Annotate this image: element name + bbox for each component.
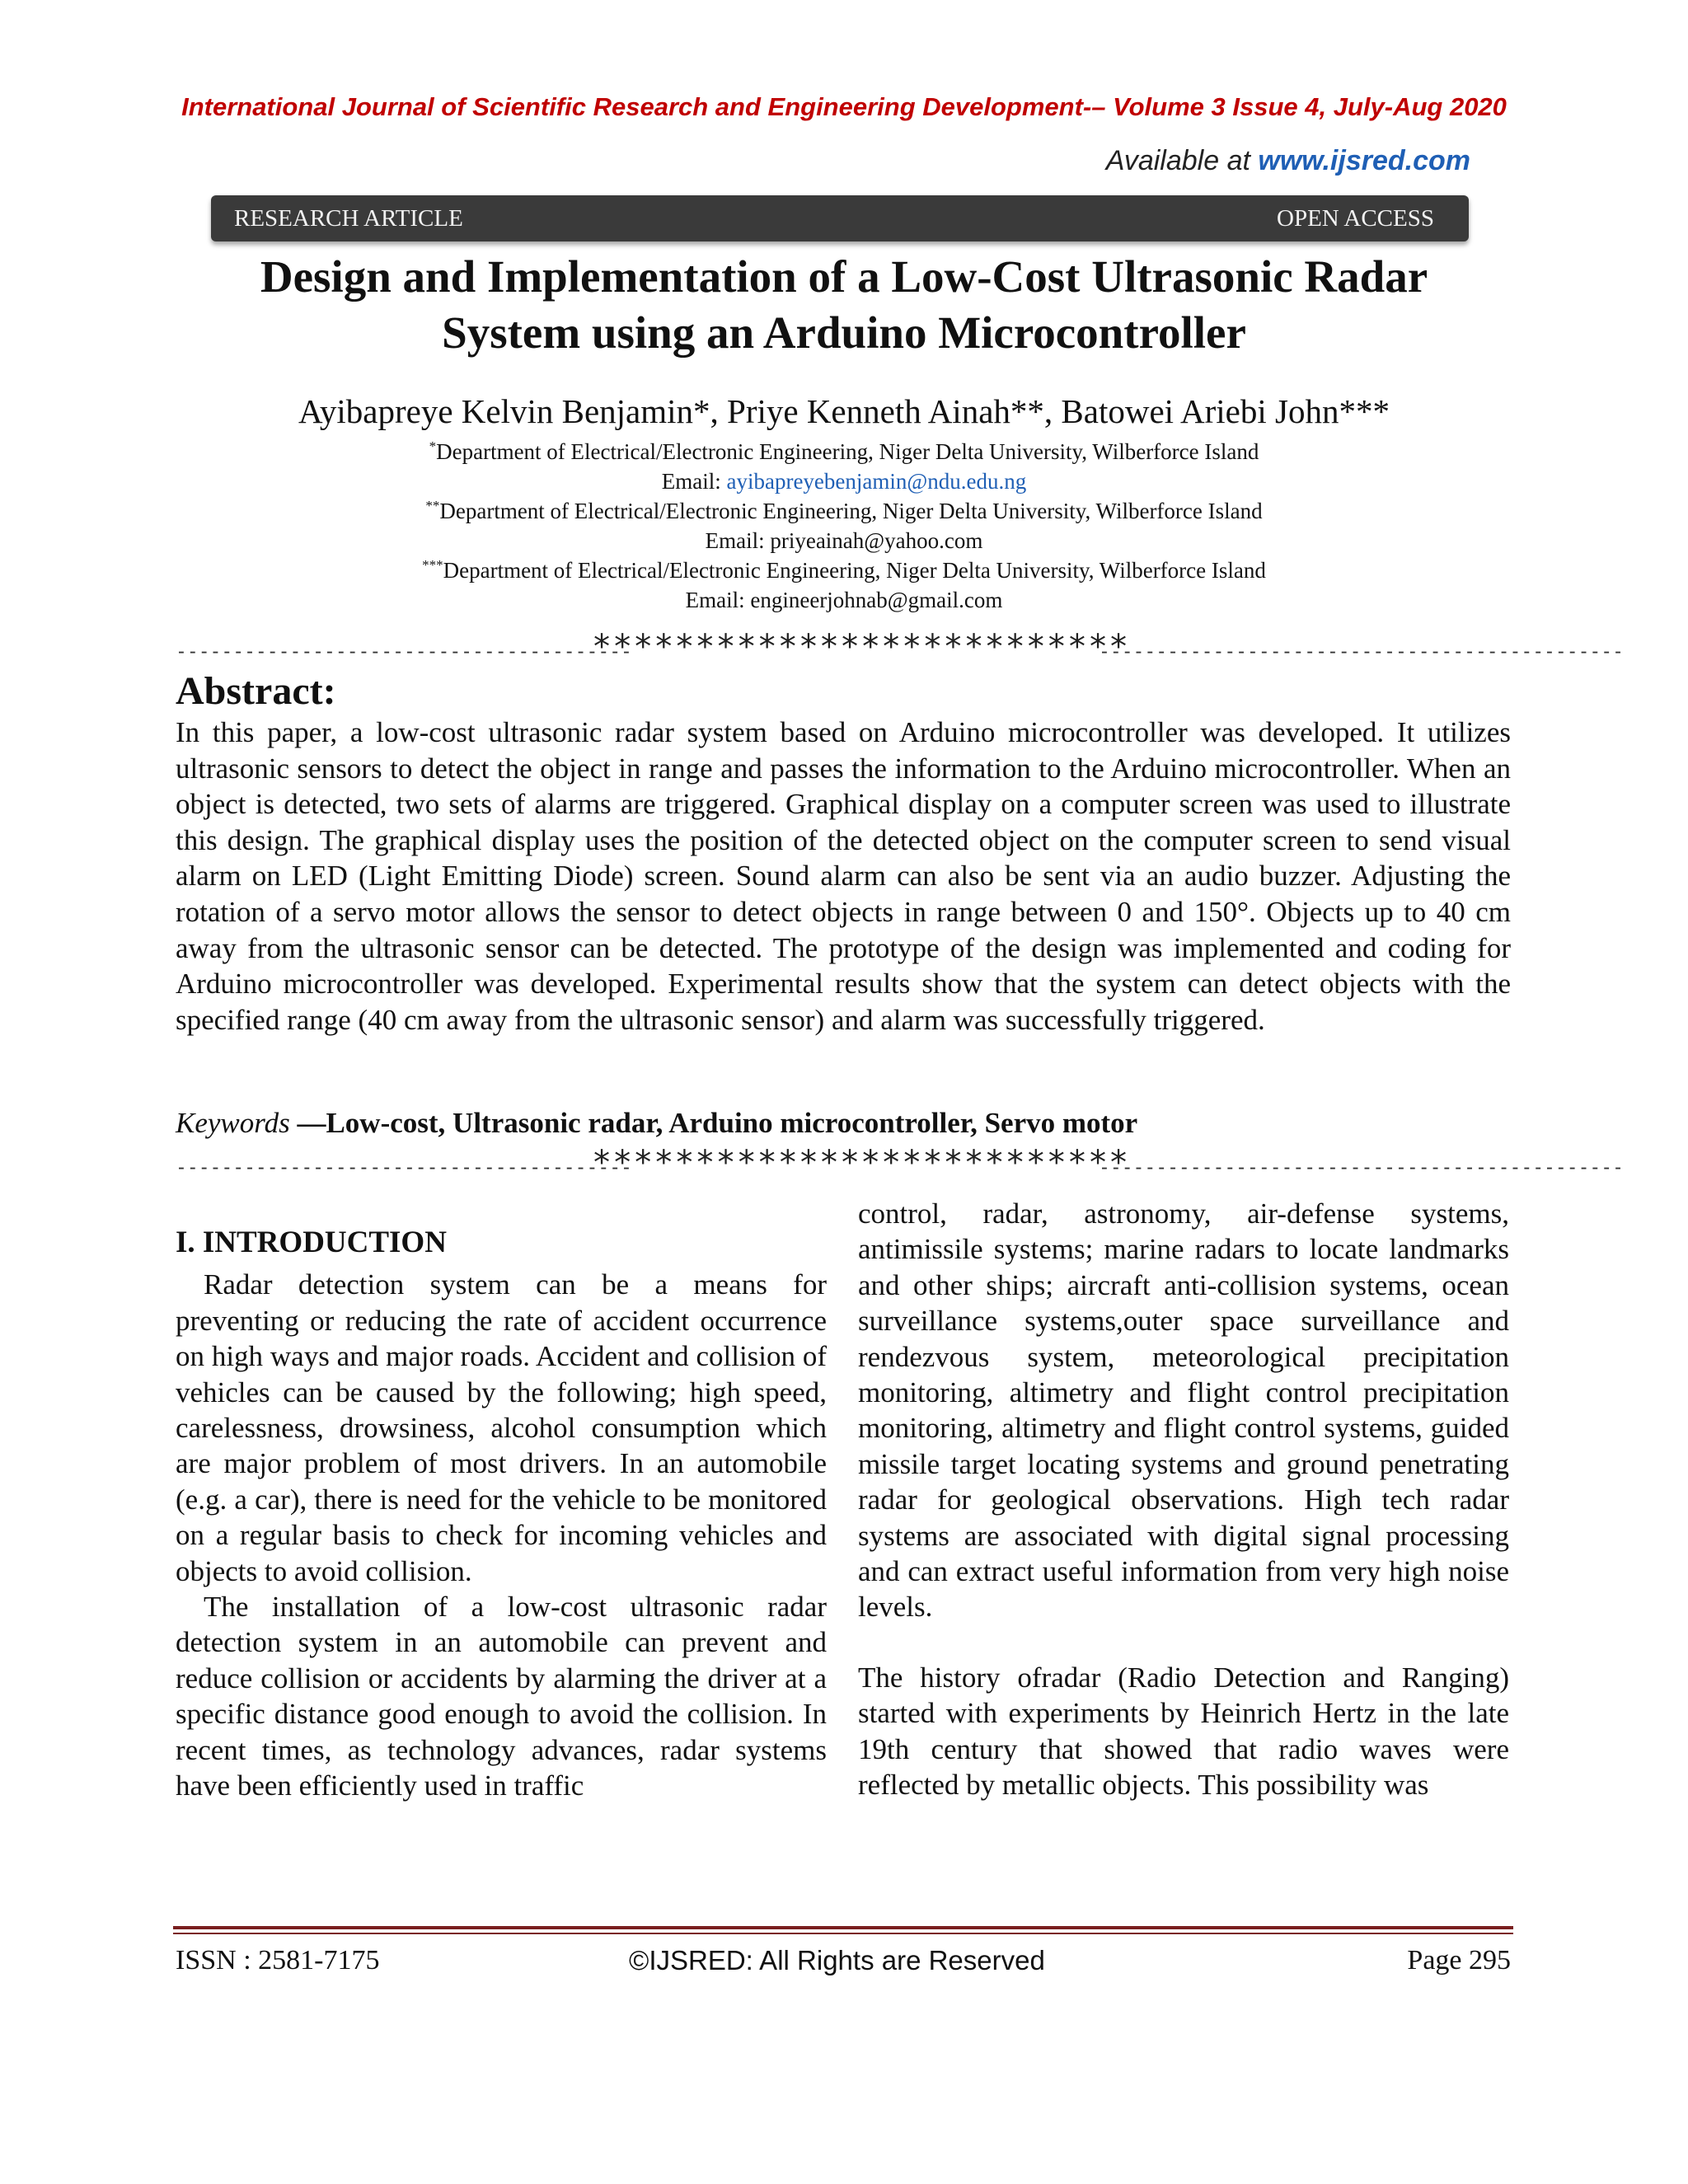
keywords-text: —Low-cost, Ultrasonic radar, Arduino microcontroller, Servo motor — [297, 1107, 1138, 1139]
paper-title — [132, 249, 1556, 361]
column-left — [176, 1197, 827, 1804]
affiliation-1 — [0, 432, 1688, 496]
paragraph: control, radar, astronomy, air-defense systems, antimissile systems; marine radars to locate landmarks and other ships; aircraft anti-collision systems, ocean surveillance systems,outer space surveillance and rendezvous system, meteorological precipitation monitoring, altimetry and flight control precipitation monitoring, altimetry and flight control systems, guided missile target locating systems and ground penetrating radar for geological observations. High tech radar systems are associated with digital signal processing and can extract useful information from very high noise levels. — [858, 1197, 1509, 1624]
paper-title-line1: Design and Implementation of a Low-Cost Ultrasonic Radar — [260, 251, 1428, 302]
keywords-line — [176, 1107, 1137, 1140]
email-label: Email: — [685, 588, 745, 612]
available-at — [1106, 145, 1470, 177]
journal-header: International Journal of Scientific Research and Engineering Development-– Volume 3 Issue 4, July-Aug 2020 — [181, 92, 1507, 121]
paragraph: The history ofradar (Radio Detection and Ranging) started with experiments by Heinrich Hertz in the late 19th century that showed that radio waves were reflected by metallic objects. This possibility was — [858, 1661, 1509, 1802]
divider-dashes-right: ---------------------------------------------- — [1099, 1157, 1624, 1179]
divider-dashes-left: ---------------------------------------- — [176, 641, 632, 663]
article-type-label: RESEARCH ARTICLE — [234, 205, 463, 232]
author-list: Ayibapreye Kelvin Benjamin*, Priye Kenneth Ainah**, Batowei Ariebi John*** — [298, 392, 1390, 430]
email-label: Email: — [661, 469, 721, 494]
page-number: Page 295 — [1407, 1945, 1511, 1975]
abstract-text: In this paper, a low-cost ultrasonic radar system based on Arduino microcontroller was developed. It utilizes ultrasonic sensors to detect the object in range and passes the information to the Arduino microcontroller. When an object is detected, two sets of alarms are triggered. Graphical display on a computer screen was used to illustrate this design. The graphical display uses the position of the detected object on the computer screen to send visual alarm on LED (Light Emitting Diode) screen. Sound alarm can also be sent via an audio buzzer. Adjusting the rotation of a servo motor allows the sensor to detect objects in range between 0 and 150°. Objects up to 40 cm away from the ultrasonic sensor can be detected. The prototype of the design was implemented and coding for Arduino microcontroller was developed. Experimental results show that the system can detect objects with the specified range (40 cm away from the ultrasonic sensor) and alarm was successfully triggered. — [176, 716, 1511, 1036]
affiliation-2 — [0, 491, 1688, 555]
keywords-label: Keywords — [176, 1107, 290, 1139]
footer-rule-thin — [173, 1933, 1513, 1934]
footer-rule — [173, 1926, 1513, 1929]
author-email: priyeainah@yahoo.com — [770, 528, 983, 553]
footer-issn: ISSN : 2581-7175 — [176, 1945, 380, 1975]
paragraph: The installation of a low-cost ultrasonic radar detection system in an automobile can prevent and reduce collision or accidents by alarming the driver at a specific distance good enough to avoid the collision. In recent times, as technology advances, radar systems have been efficiently used in traffic — [176, 1591, 827, 1802]
divider-dashes-right: ---------------------------------------------- — [1099, 641, 1624, 663]
article-type-bar — [211, 195, 1469, 241]
affiliation-dept: Department of Electrical/Electronic Engineering, Niger Delta University, Wilberforce Island — [439, 499, 1263, 523]
divider-stars: ************************** — [592, 628, 1130, 666]
paper-title-line2: System using an Arduino Microcontroller — [442, 307, 1246, 358]
journal-website-link[interactable]: www.ijsred.com — [1258, 145, 1470, 176]
column-right — [858, 1196, 1509, 1803]
affiliation-mark: *** — [422, 557, 443, 573]
divider-dashes-left: ---------------------------------------- — [176, 1157, 632, 1179]
abstract-heading: Abstract: — [176, 669, 336, 713]
affiliation-mark: ** — [425, 498, 440, 513]
affiliation-dept: Department of Electrical/Electronic Engineering, Niger Delta University, Wilberforce Island — [436, 439, 1259, 464]
email-label: Email: — [705, 528, 765, 553]
affiliation-3 — [0, 551, 1688, 615]
author-email: engineerjohnab@gmail.com — [750, 588, 1003, 612]
section-divider-top — [176, 628, 1624, 666]
affiliation-dept: Department of Electrical/Electronic Engineering, Niger Delta University, Wilberforce Island — [443, 558, 1266, 583]
affiliation-mark: * — [429, 438, 437, 454]
footer-copyright: ©IJSRED: All Rights are Reserved — [629, 1945, 1045, 1975]
paragraph: Radar detection system can be a means for preventing or reducing the rate of accident occurrence on high ways and major roads. Accident and collision of vehicles can be caused by the following; high speed, carelessness, drowsiness, alcohol consumption which are major problem of most drivers. In an automobile (e.g. a car), there is need for the vehicle to be monitored on a regular basis to check for incoming vehicles and objects to avoid collision. — [176, 1268, 827, 1587]
section-heading: I. INTRODUCTION — [176, 1226, 447, 1259]
divider-stars: ************************** — [592, 1144, 1130, 1182]
open-access-label: OPEN ACCESS — [1277, 205, 1434, 232]
available-label: Available at — [1105, 145, 1250, 176]
paragraph-gap — [858, 1625, 1509, 1660]
author-email-link[interactable]: ayibapreyebenjamin@ndu.edu.ng — [726, 469, 1027, 494]
section-divider-bottom — [176, 1144, 1624, 1182]
